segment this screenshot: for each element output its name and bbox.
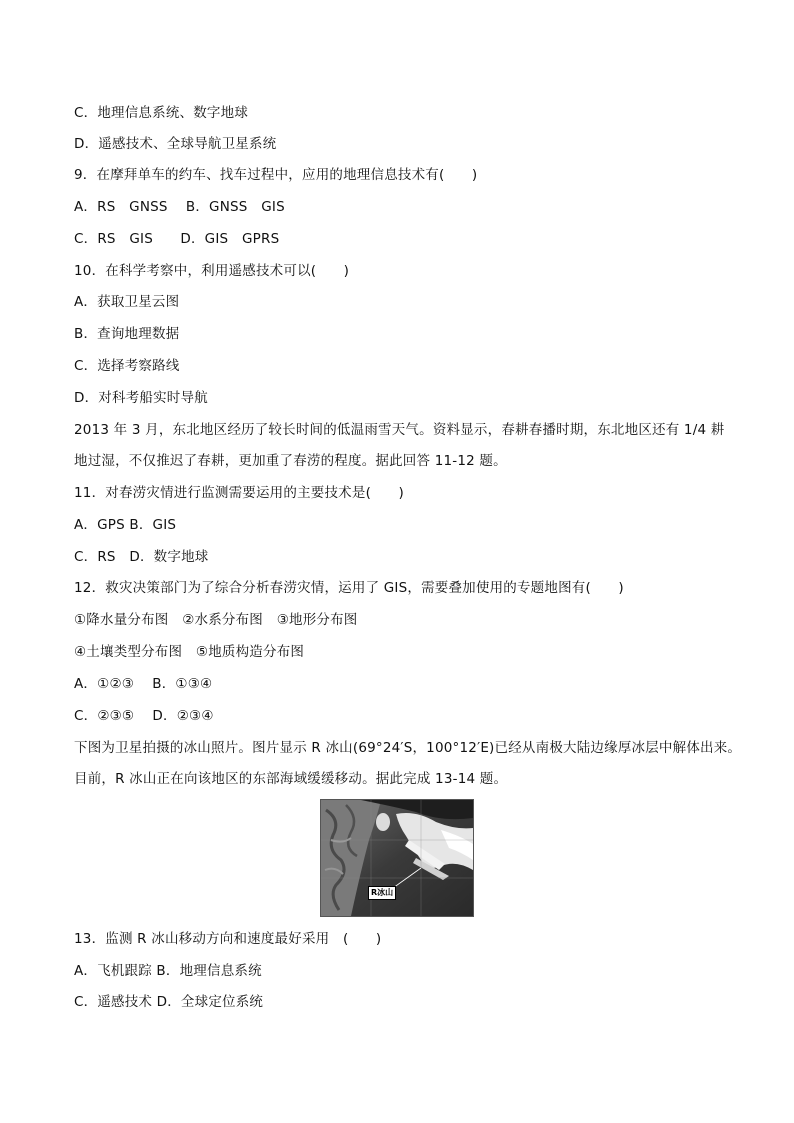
- options-13cd: C．遥感技术 D．全球定位系统: [74, 994, 264, 1010]
- passage-13-14-line1: 下图为卫星拍摄的冰山照片。图片显示 R 冰山(69°24′S，100°12′E)已经从南极大陆边缘厚冰层中解体出来。: [74, 740, 742, 756]
- question-10: 10．在科学考察中，利用遥感技术可以( ): [74, 263, 350, 279]
- question-13: 13．监测 R 冰山移动方向和速度最好采用 ( ): [74, 931, 382, 947]
- options-9ab: A．RS GNSS B．GNSS GIS: [74, 199, 285, 215]
- options-9cd: C．RS GIS D．GIS GPRS: [74, 231, 280, 247]
- option-10a: A．获取卫星云图: [74, 294, 180, 310]
- options-11cd: C．RS D．数字地球: [74, 549, 209, 565]
- passage-11-12-line2: 地过湿，不仅推迟了春耕，更加重了春涝的程度。据此回答 11-12 题。: [74, 453, 507, 469]
- question-11: 11．对春涝灾情进行监测需要运用的主要技术是( ): [74, 485, 404, 501]
- satellite-photo-graphic: [321, 800, 473, 916]
- passage-13-14-line2: 目前，R 冰山正在向该地区的东部海域缓缓移动。据此完成 13-14 题。: [74, 771, 508, 787]
- passage-11-12-line1: 2013 年 3 月，东北地区经历了较长时间的低温雨雪天气。资料显示，春耕春播时期，东北地区还有 1/4 耕: [74, 422, 725, 438]
- iceberg-satellite-image: [320, 799, 474, 917]
- option-8c: C．地理信息系统、数字地球: [74, 105, 249, 121]
- question-12-items2: ④土壤类型分布图 ⑤地质构造分布图: [74, 644, 305, 660]
- option-10c: C．选择考察路线: [74, 358, 180, 374]
- options-13ab: A．飞机跟踪 B．地理信息系统: [74, 963, 262, 979]
- option-10b: B．查询地理数据: [74, 326, 180, 342]
- question-12: 12．救灾决策部门为了综合分析春涝灾情，运用了 GIS，需要叠加使用的专题地图有( ): [74, 580, 624, 596]
- option-10d: D．对科考船实时导航: [74, 390, 208, 406]
- options-12cd: C．②③⑤ D．②③④: [74, 708, 214, 724]
- iceberg-label: R冰山: [368, 886, 396, 900]
- question-12-items1: ①降水量分布图 ②水系分布图 ③地形分布图: [74, 612, 358, 628]
- options-11ab: A．GPS B．GIS: [74, 517, 177, 533]
- question-9: 9．在摩拜单车的约车、找车过程中，应用的地理信息技术有( ): [74, 167, 478, 183]
- option-8d: D．遥感技术、全球导航卫星系统: [74, 136, 277, 152]
- options-12ab: A．①②③ B．①③④: [74, 676, 213, 692]
